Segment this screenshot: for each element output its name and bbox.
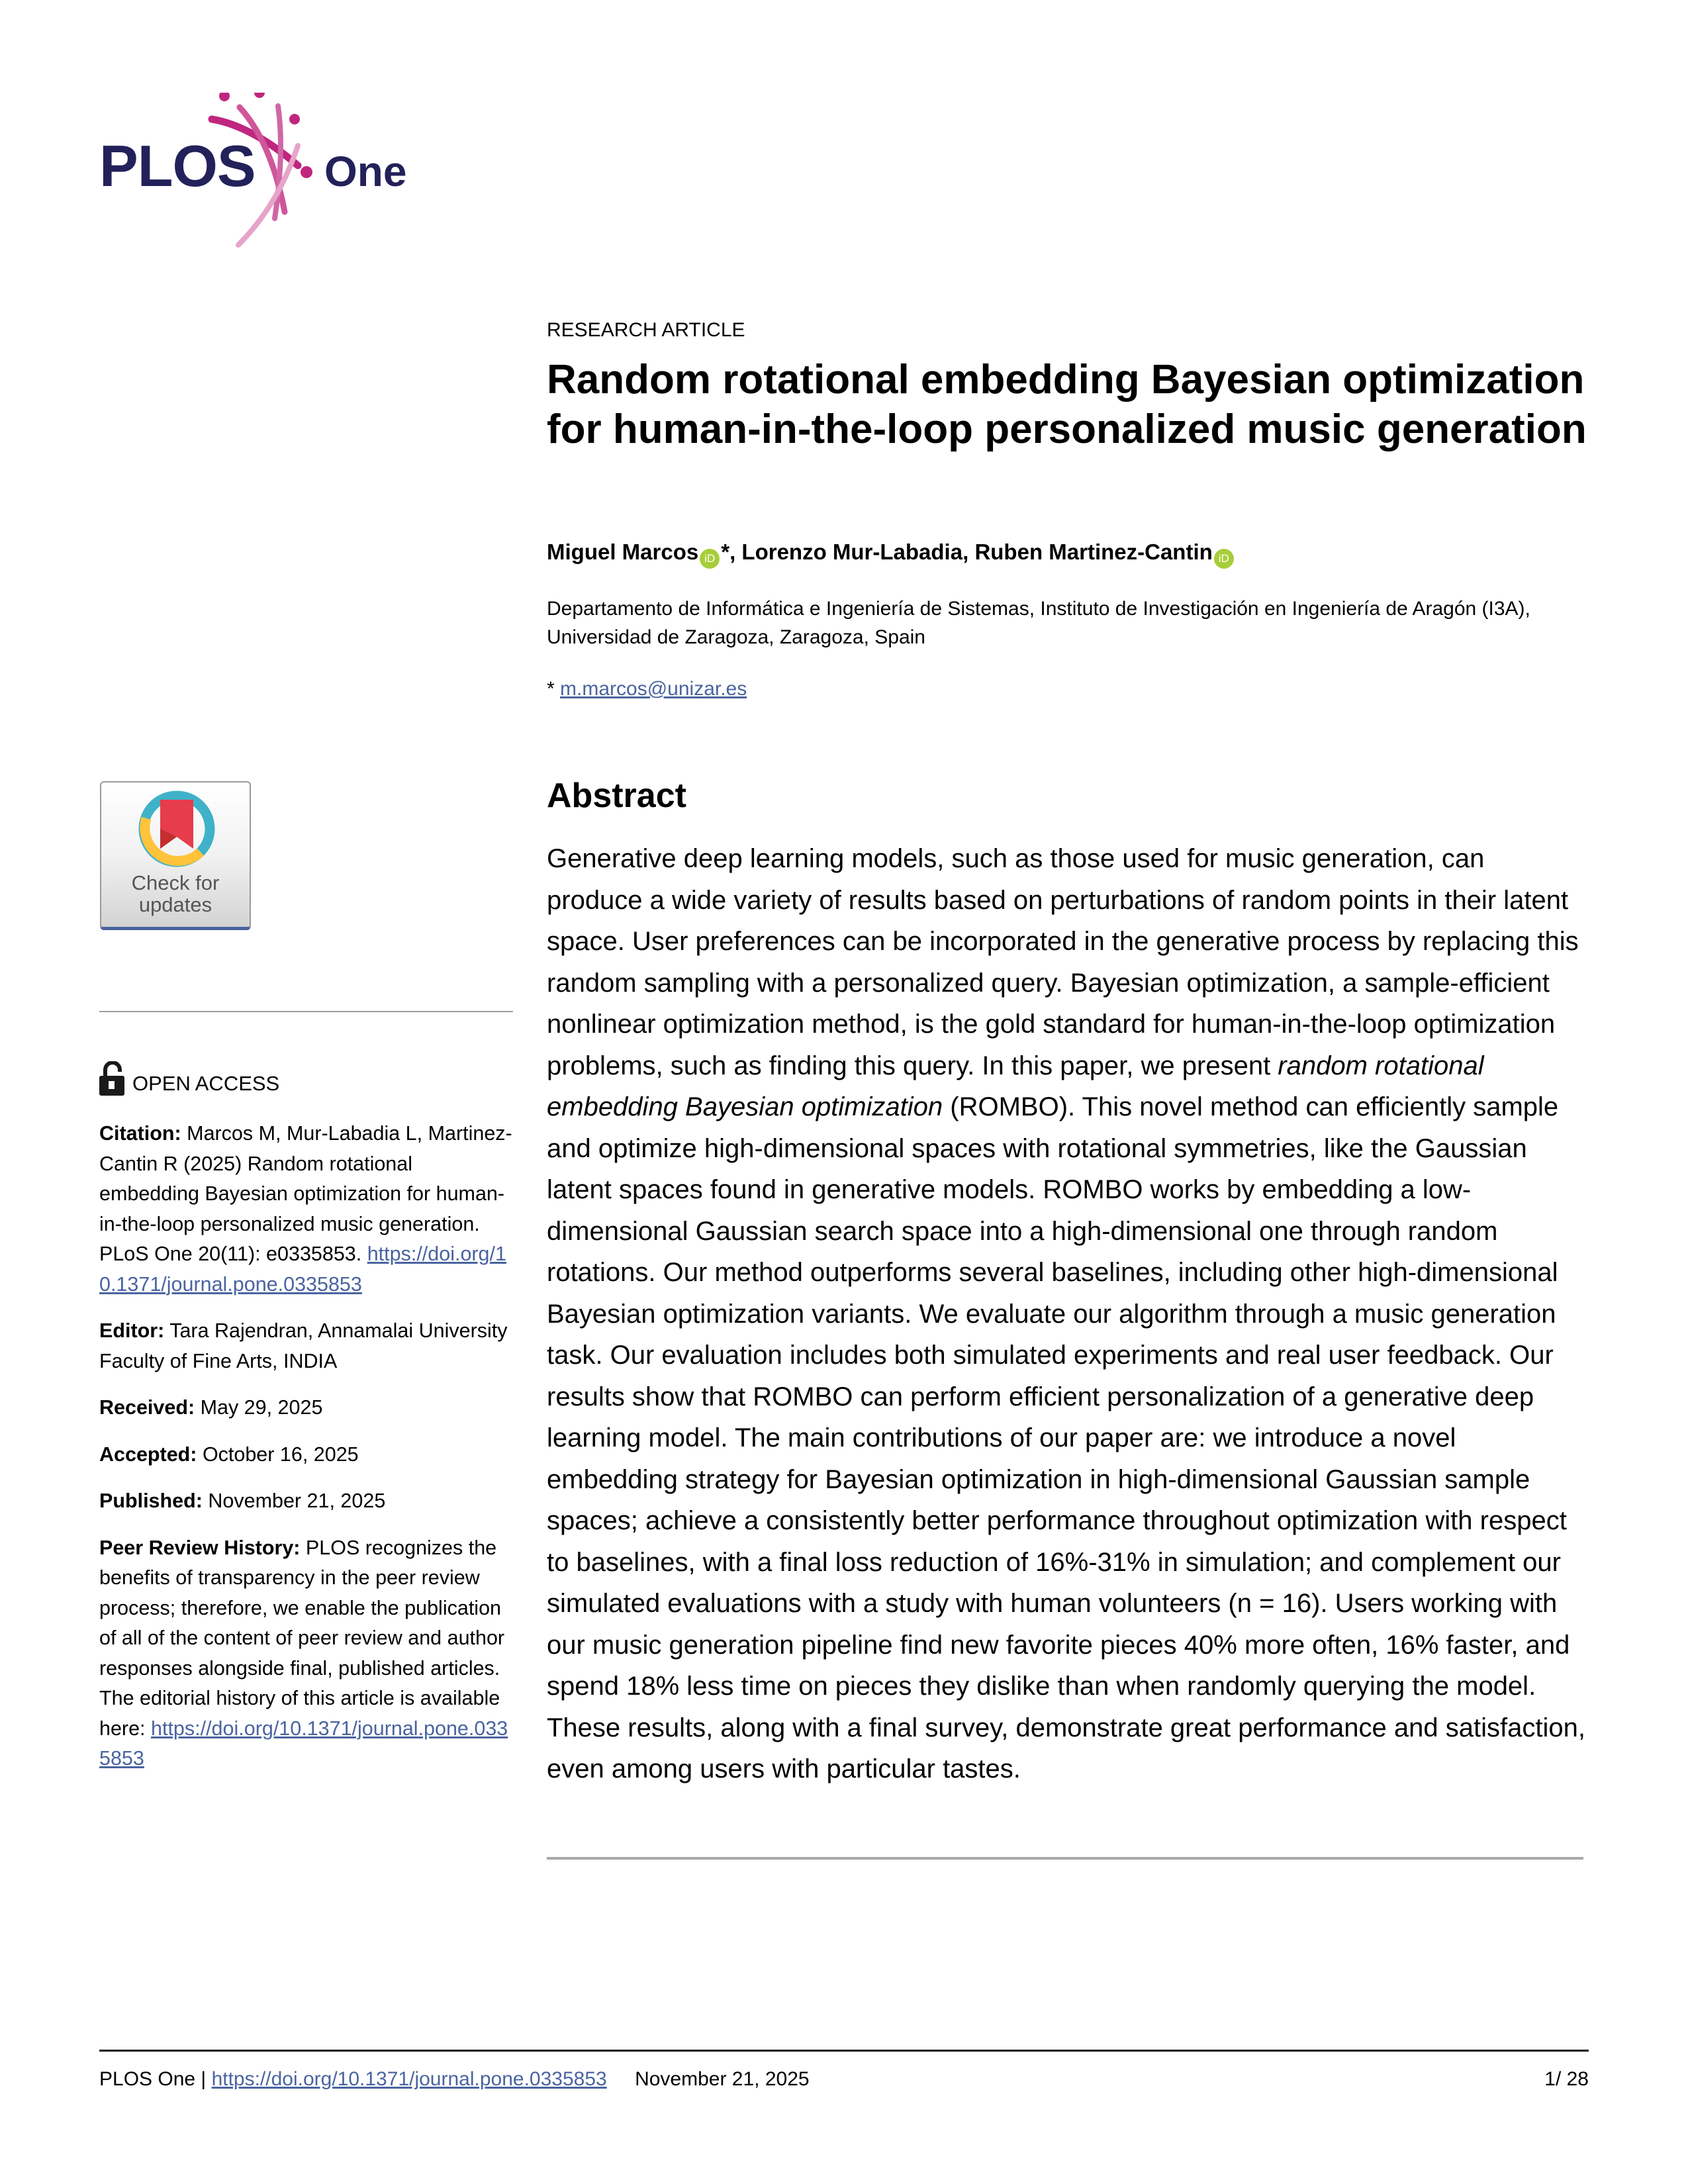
open-access-badge [99, 1061, 279, 1096]
peer-review-block: Peer Review History: PLOS recognizes the benefits of transparency in the peer review process; therefore, we enable the publication of all of the content of peer review and author responses alongside final, published articles. The editorial history of this article is available here: https://doi.org/10.1371/journal.pone.0335853 [99, 1536, 508, 1770]
author-list: Miguel Marcos iD *, Lorenzo Mur-Labadia, Ruben Martinez-Cantin iD [547, 540, 1235, 569]
footer-divider [99, 2050, 1589, 2052]
page-footer [99, 2068, 1589, 2091]
crossmark-icon [137, 789, 216, 869]
plos-one-logo [99, 93, 430, 258]
author-name: Lorenzo Mur-Labadia [741, 540, 963, 564]
corresponding-author [547, 678, 747, 700]
sidebar-divider [99, 1011, 513, 1012]
author-name: Miguel Marcos [547, 540, 699, 564]
check-for-updates-button[interactable] [100, 781, 251, 930]
email-link[interactable]: m.marcos@unizar.es [560, 678, 747, 700]
received-date: Received: May 29, 2025 [99, 1396, 323, 1419]
author-name: Ruben Martinez-Cantin [974, 540, 1213, 564]
abstract-divider [547, 1857, 1583, 1860]
orcid-icon[interactable]: iD [700, 549, 720, 569]
accepted-date: Accepted: October 16, 2025 [99, 1443, 359, 1466]
method-name: random rotational embedding Bayesian optimization [547, 1051, 1484, 1121]
orcid-icon[interactable]: iD [1214, 549, 1234, 569]
plos-swoosh-icon [199, 93, 331, 252]
corresponding-marker: * [721, 540, 730, 564]
check-for-updates-label: Check for updates [131, 871, 220, 916]
citation-doi-link[interactable]: https://doi.org/10.1371/journal.pone.0335853 [99, 1243, 506, 1296]
footer-date: November 21, 2025 [635, 2068, 810, 2090]
corresponding-marker: * [547, 678, 555, 700]
page-number: 1/ 28 [1544, 2068, 1589, 2090]
article-type: RESEARCH ARTICLE [547, 319, 745, 341]
footer-doi-link[interactable]: https://doi.org/10.1371/journal.pone.0335853 [211, 2068, 607, 2090]
logo-one-text: One [324, 148, 407, 195]
article-title: Random rotational embedding Bayesian optimization for human-in-the-loop personalized music generation [547, 357, 1587, 452]
open-lock-icon [99, 1061, 126, 1096]
footer-journal: PLOS One | [99, 2068, 207, 2090]
article-info-sidebar [99, 1119, 516, 1791]
affiliation: Departamento de Informática e Ingeniería de Sistemas, Instituto de Investigación en Ingeniería de Aragón (I3A), Universidad de Zaragoza, Zaragoza, Spain [547, 598, 1530, 648]
abstract-text: Generative deep learning models, such as those used for music generation, can produce a wide variety of results based on perturbations of random points in their latent space. User preferences can be incorporated in the generative process by replacing this random sampling with a personalized query. Bayesian optimization, a sample-efficient nonlinear optimization method, is the gold standard for human-in-the-loop optimization problems, such as finding this query. In this paper, we present random rotational embedding Bayesian optimization (ROMBO). This novel method can efficiently sample and optimize high-dimensional spaces with rotational symmetries, like the Gaussian latent spaces found in generative models. ROMBO works by embedding a low-dimensional Gaussian search space into a high-dimensional one through random rotations. Our method outperforms several baselines, including other high-dimensional Bayesian optimization variants. We evaluate our algorithm through a music generation task. Our evaluation includes both simulated experiments and real user feedback. Our results show that ROMBO can perform efficient personalization of a generative deep learning model. The main contributions of our paper are: we introduce a novel embedding strategy for Bayesian optimization in high-dimensional Gaussian sample spaces; achieve a consistently better performance throughout optimization with respect to baselines, with a final loss reduction of 16%-31% in simulation; and complement our simulated evaluations with a study with human volunteers (n = 16). Users working with our music generation pipeline find new favorite pieces 40% more often, 16% faster, and spend 18% less time on pieces they dislike than when randomly querying the model. These results, along with a final survey, demonstrate great performance and satisfaction, even among users with particular tastes. [547, 844, 1585, 1783]
logo-plos-text: PLOS [99, 133, 256, 199]
citation-block: Citation: Marcos M, Mur-Labadia L, Martinez-Cantin R (2025) Random rotational embedding Bayesian optimization for human-in-the-loop personalized music generation. PLoS One 20(11): e0335853. https://doi.org/10.1371/journal.pone.0335853 [99, 1122, 512, 1296]
abstract-heading: Abstract [547, 777, 686, 815]
published-date: Published: November 21, 2025 [99, 1490, 386, 1512]
open-access-label: OPEN ACCESS [132, 1072, 280, 1095]
peer-review-doi-link[interactable]: https://doi.org/10.1371/journal.pone.0335853 [99, 1717, 508, 1770]
editor-block: Editor: Tara Rajendran, Annamalai University Faculty of Fine Arts, INDIA [99, 1319, 508, 1372]
